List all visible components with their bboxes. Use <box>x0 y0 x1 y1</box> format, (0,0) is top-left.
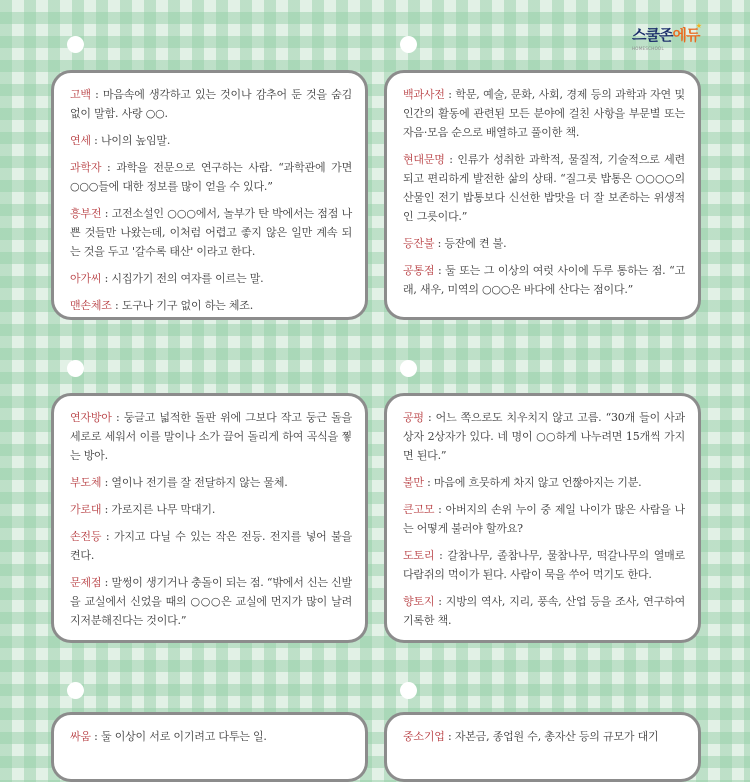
vocab-term: 중소기업 <box>403 730 445 743</box>
vocab-term: 문제점 <box>70 576 102 589</box>
vocab-entry: 흥부전 : 고전소설인 ○○○에서, 놀부가 탄 박에서는 점점 나쁜 것들만 나왔는데, 이처럼 어렵고 좋지 않은 일만 계속 되는 것을 두고 '갈수록 태산' 이라고 한다. <box>70 207 352 258</box>
vocab-definition: 과학을 전문으로 연구하는 사람. “과학관에 가면 ○○○들에 대한 정보를 많이 얻을 수 있다.” <box>70 161 352 193</box>
vocab-entry: 맨손체조 : 도구나 기구 없이 하는 체조. <box>70 299 253 312</box>
vocab-entry: 등잔불 : 등잔에 켠 불. <box>403 237 507 250</box>
vocab-term: 불만 <box>403 476 424 489</box>
vocab-definition: 둥글고 넓적한 돌판 위에 그보다 작고 둥근 돌을 세로로 세워서 이를 말이나 소가 끌어 돌리게 하여 곡식을 찧는 방아. <box>70 411 352 462</box>
vocab-term: 부도체 <box>70 476 102 489</box>
vocab-card <box>51 393 368 643</box>
binder-hole <box>400 360 417 377</box>
vocab-entry: 도토리 : 갈참나무, 졸참나무, 물참나무, 떡갈나무의 열매로 다람쥐의 먹이가 된다. 사람이 묵을 쑤어 먹기도 한다. <box>403 549 685 581</box>
vocab-definition: 도구나 기구 없이 하는 체조. <box>121 299 253 312</box>
vocab-card <box>384 393 701 643</box>
binder-hole <box>400 36 417 53</box>
vocab-term: 연자방아 <box>70 411 112 424</box>
vocab-definition: 아버지의 손위 누이 중 제일 나이가 많은 사람을 나는 어떻게 불러야 할까요? <box>403 503 685 535</box>
vocab-entry: 공통점 : 둘 또는 그 이상의 여럿 사이에 두루 통하는 점. “고래, 새우, 미역의 ○○○은 바다에 산다는 점이다.” <box>403 264 685 296</box>
vocab-card <box>384 712 701 782</box>
vocab-term: 과학자 <box>70 161 102 174</box>
vocab-term: 가로대 <box>70 503 102 516</box>
binder-hole <box>67 360 84 377</box>
vocab-definition: 둘 이상이 서로 이기려고 다투는 일. <box>100 730 267 743</box>
vocab-definition: 마음속에 생각하고 있는 것이나 감추어 둔 것을 숨김없이 말함. 사랑 ○○. <box>70 88 352 120</box>
vocab-card <box>384 70 701 320</box>
logo-subtext: HOMESCHOOL <box>632 46 664 51</box>
logo <box>632 24 716 54</box>
vocab-definition: 말썽이 생기거나 충돌이 되는 점. “밖에서 신는 신발을 교실에서 신었을 때의 ○○○은 교실에 먼지가 많이 날려 지저분해진다는 것이다.” <box>70 576 352 627</box>
vocab-definition: 등잔에 켠 불. <box>444 237 507 250</box>
vocab-term: 향토지 <box>403 595 435 608</box>
vocab-entry: 향토지 : 지방의 역사, 지리, 풍속, 산업 등을 조사, 연구하여 기록한 책. <box>403 595 685 627</box>
vocab-definition: 열이나 전기를 잘 전달하지 않는 물체. <box>111 476 288 489</box>
vocab-entry: 공평 : 어느 쪽으로도 치우치지 않고 고름. “30개 들이 사과상자 2상자가 있다. 네 명이 ○○하게 나누려면 15개씩 가지면 된다.” <box>403 411 685 462</box>
vocab-term: 공통점 <box>403 264 435 277</box>
vocab-entry: 아가씨 : 시집가기 전의 여자를 이르는 말. <box>70 272 264 285</box>
vocab-definition: 어느 쪽으로도 치우치지 않고 고름. “30개 들이 사과상자 2상자가 있다. 네 명이 ○○하게 나누려면 15개씩 가지면 된다.” <box>403 411 685 462</box>
vocab-term: 백과사전 <box>403 88 445 101</box>
vocab-term: 싸움 <box>70 730 91 743</box>
vocab-term: 공평 <box>403 411 424 424</box>
vocab-entry: 중소기업 : 자본금, 종업원 수, 총자산 등의 규모가 대기 <box>403 730 659 743</box>
vocab-definition: 마음에 흐뭇하게 차지 않고 언짢아지는 기분. <box>433 476 642 489</box>
vocab-entry: 현대문명 : 인류가 성취한 과학적, 물질적, 기술적으로 세련되고 편리하게 발전한 삶의 상태. “질그릇 밥통은 ○○○○의 산물인 전기 밥통보다 신선한 밥맛을 더 잘 보존하는 위생적인 그릇이다.” <box>403 153 685 223</box>
vocab-definition: 가로지른 나무 막대기. <box>111 503 216 516</box>
vocab-entry: 문제점 : 말썽이 생기거나 충돌이 되는 점. “밖에서 신는 신발을 교실에서 신었을 때의 ○○○은 교실에 먼지가 많이 날려 지저분해진다는 것이다.” <box>70 576 352 627</box>
vocab-entry: 부도체 : 열이나 전기를 잘 전달하지 않는 물체. <box>70 476 288 489</box>
vocab-definition: 시집가기 전의 여자를 이르는 말. <box>111 272 264 285</box>
vocab-entry: 싸움 : 둘 이상이 서로 이기려고 다투는 일. <box>70 730 267 743</box>
vocab-entry: 손전등 : 가지고 다닐 수 있는 작은 전등. 전지를 넣어 불을 켠다. <box>70 530 352 562</box>
vocab-term: 고백 <box>70 88 91 101</box>
binder-hole <box>67 36 84 53</box>
vocab-entry: 고백 : 마음속에 생각하고 있는 것이나 감추어 둔 것을 숨김없이 말함. 사랑 ○○. <box>70 88 352 120</box>
vocab-entry: 큰고모 : 아버지의 손위 누이 중 제일 나이가 많은 사람을 나는 어떻게 불러야 할까요? <box>403 503 685 535</box>
vocab-entry: 백과사전 : 학문, 예술, 문화, 사회, 경제 등의 과학과 자연 및 인간의 활동에 관련된 모든 분야에 걸친 사항을 부문별 또는 자음·모음 순으로 배열하고 풀이한 책. <box>403 88 685 139</box>
vocab-term: 등잔불 <box>403 237 435 250</box>
vocab-term: 현대문명 <box>403 153 445 166</box>
vocab-definition: 가지고 다닐 수 있는 작은 전등. 전지를 넣어 불을 켠다. <box>70 530 352 562</box>
vocab-term: 손전등 <box>70 530 102 543</box>
vocab-term: 아가씨 <box>70 272 102 285</box>
vocab-definition: 고전소설인 ○○○에서, 놀부가 탄 박에서는 점점 나쁜 것들만 나왔는데, 이처럼 어렵고 좋지 않은 일만 계속 되는 것을 두고 '갈수록 태산' 이라고 한다. <box>70 207 352 258</box>
vocab-term: 맨손체조 <box>70 299 112 312</box>
vocab-definition: 자본금, 종업원 수, 총자산 등의 규모가 대기 <box>454 730 659 743</box>
vocab-card <box>51 712 368 782</box>
vocab-term: 큰고모 <box>403 503 435 516</box>
vocab-entry: 가로대 : 가로지른 나무 막대기. <box>70 503 216 516</box>
vocab-definition: 나이의 높임말. <box>100 134 171 147</box>
vocab-definition: 학문, 예술, 문화, 사회, 경제 등의 과학과 자연 및 인간의 활동에 관련된 모든 분야에 걸친 사항을 부문별 또는 자음·모음 순으로 배열하고 풀이한 책. <box>403 88 685 139</box>
vocab-definition: 지방의 역사, 지리, 풍속, 산업 등을 조사, 연구하여 기록한 책. <box>403 595 685 627</box>
vocab-card <box>51 70 368 320</box>
vocab-term: 연세 <box>70 134 91 147</box>
vocab-entry: 과학자 : 과학을 전문으로 연구하는 사람. “과학관에 가면 ○○○들에 대한 정보를 많이 얻을 수 있다.” <box>70 161 352 193</box>
vocab-term: 도토리 <box>403 549 435 562</box>
logo-text: 스쿨존에듀 <box>632 26 700 44</box>
binder-hole <box>400 682 417 699</box>
vocab-definition: 갈참나무, 졸참나무, 물참나무, 떡갈나무의 열매로 다람쥐의 먹이가 된다. 사람이 묵을 쑤어 먹기도 한다. <box>403 549 685 581</box>
vocab-definition: 인류가 성취한 과학적, 물질적, 기술적으로 세련되고 편리하게 발전한 삶의 상태. “질그릇 밥통은 ○○○○의 산물인 전기 밥통보다 신선한 밥맛을 더 잘 보존하는 위생적인 그릇이다.” <box>403 153 685 223</box>
vocab-definition: 둘 또는 그 이상의 여럿 사이에 두루 통하는 점. “고래, 새우, 미역의 ○○○은 바다에 산다는 점이다.” <box>403 264 685 296</box>
star-icon: ★ <box>695 22 702 30</box>
binder-hole <box>67 682 84 699</box>
vocab-entry: 연세 : 나이의 높임말. <box>70 134 171 147</box>
vocab-entry: 불만 : 마음에 흐뭇하게 차지 않고 언짢아지는 기분. <box>403 476 642 489</box>
vocab-term: 흥부전 <box>70 207 102 220</box>
vocab-entry: 연자방아 : 둥글고 넓적한 돌판 위에 그보다 작고 둥근 돌을 세로로 세워서 이를 말이나 소가 끌어 돌리게 하여 곡식을 찧는 방아. <box>70 411 352 462</box>
